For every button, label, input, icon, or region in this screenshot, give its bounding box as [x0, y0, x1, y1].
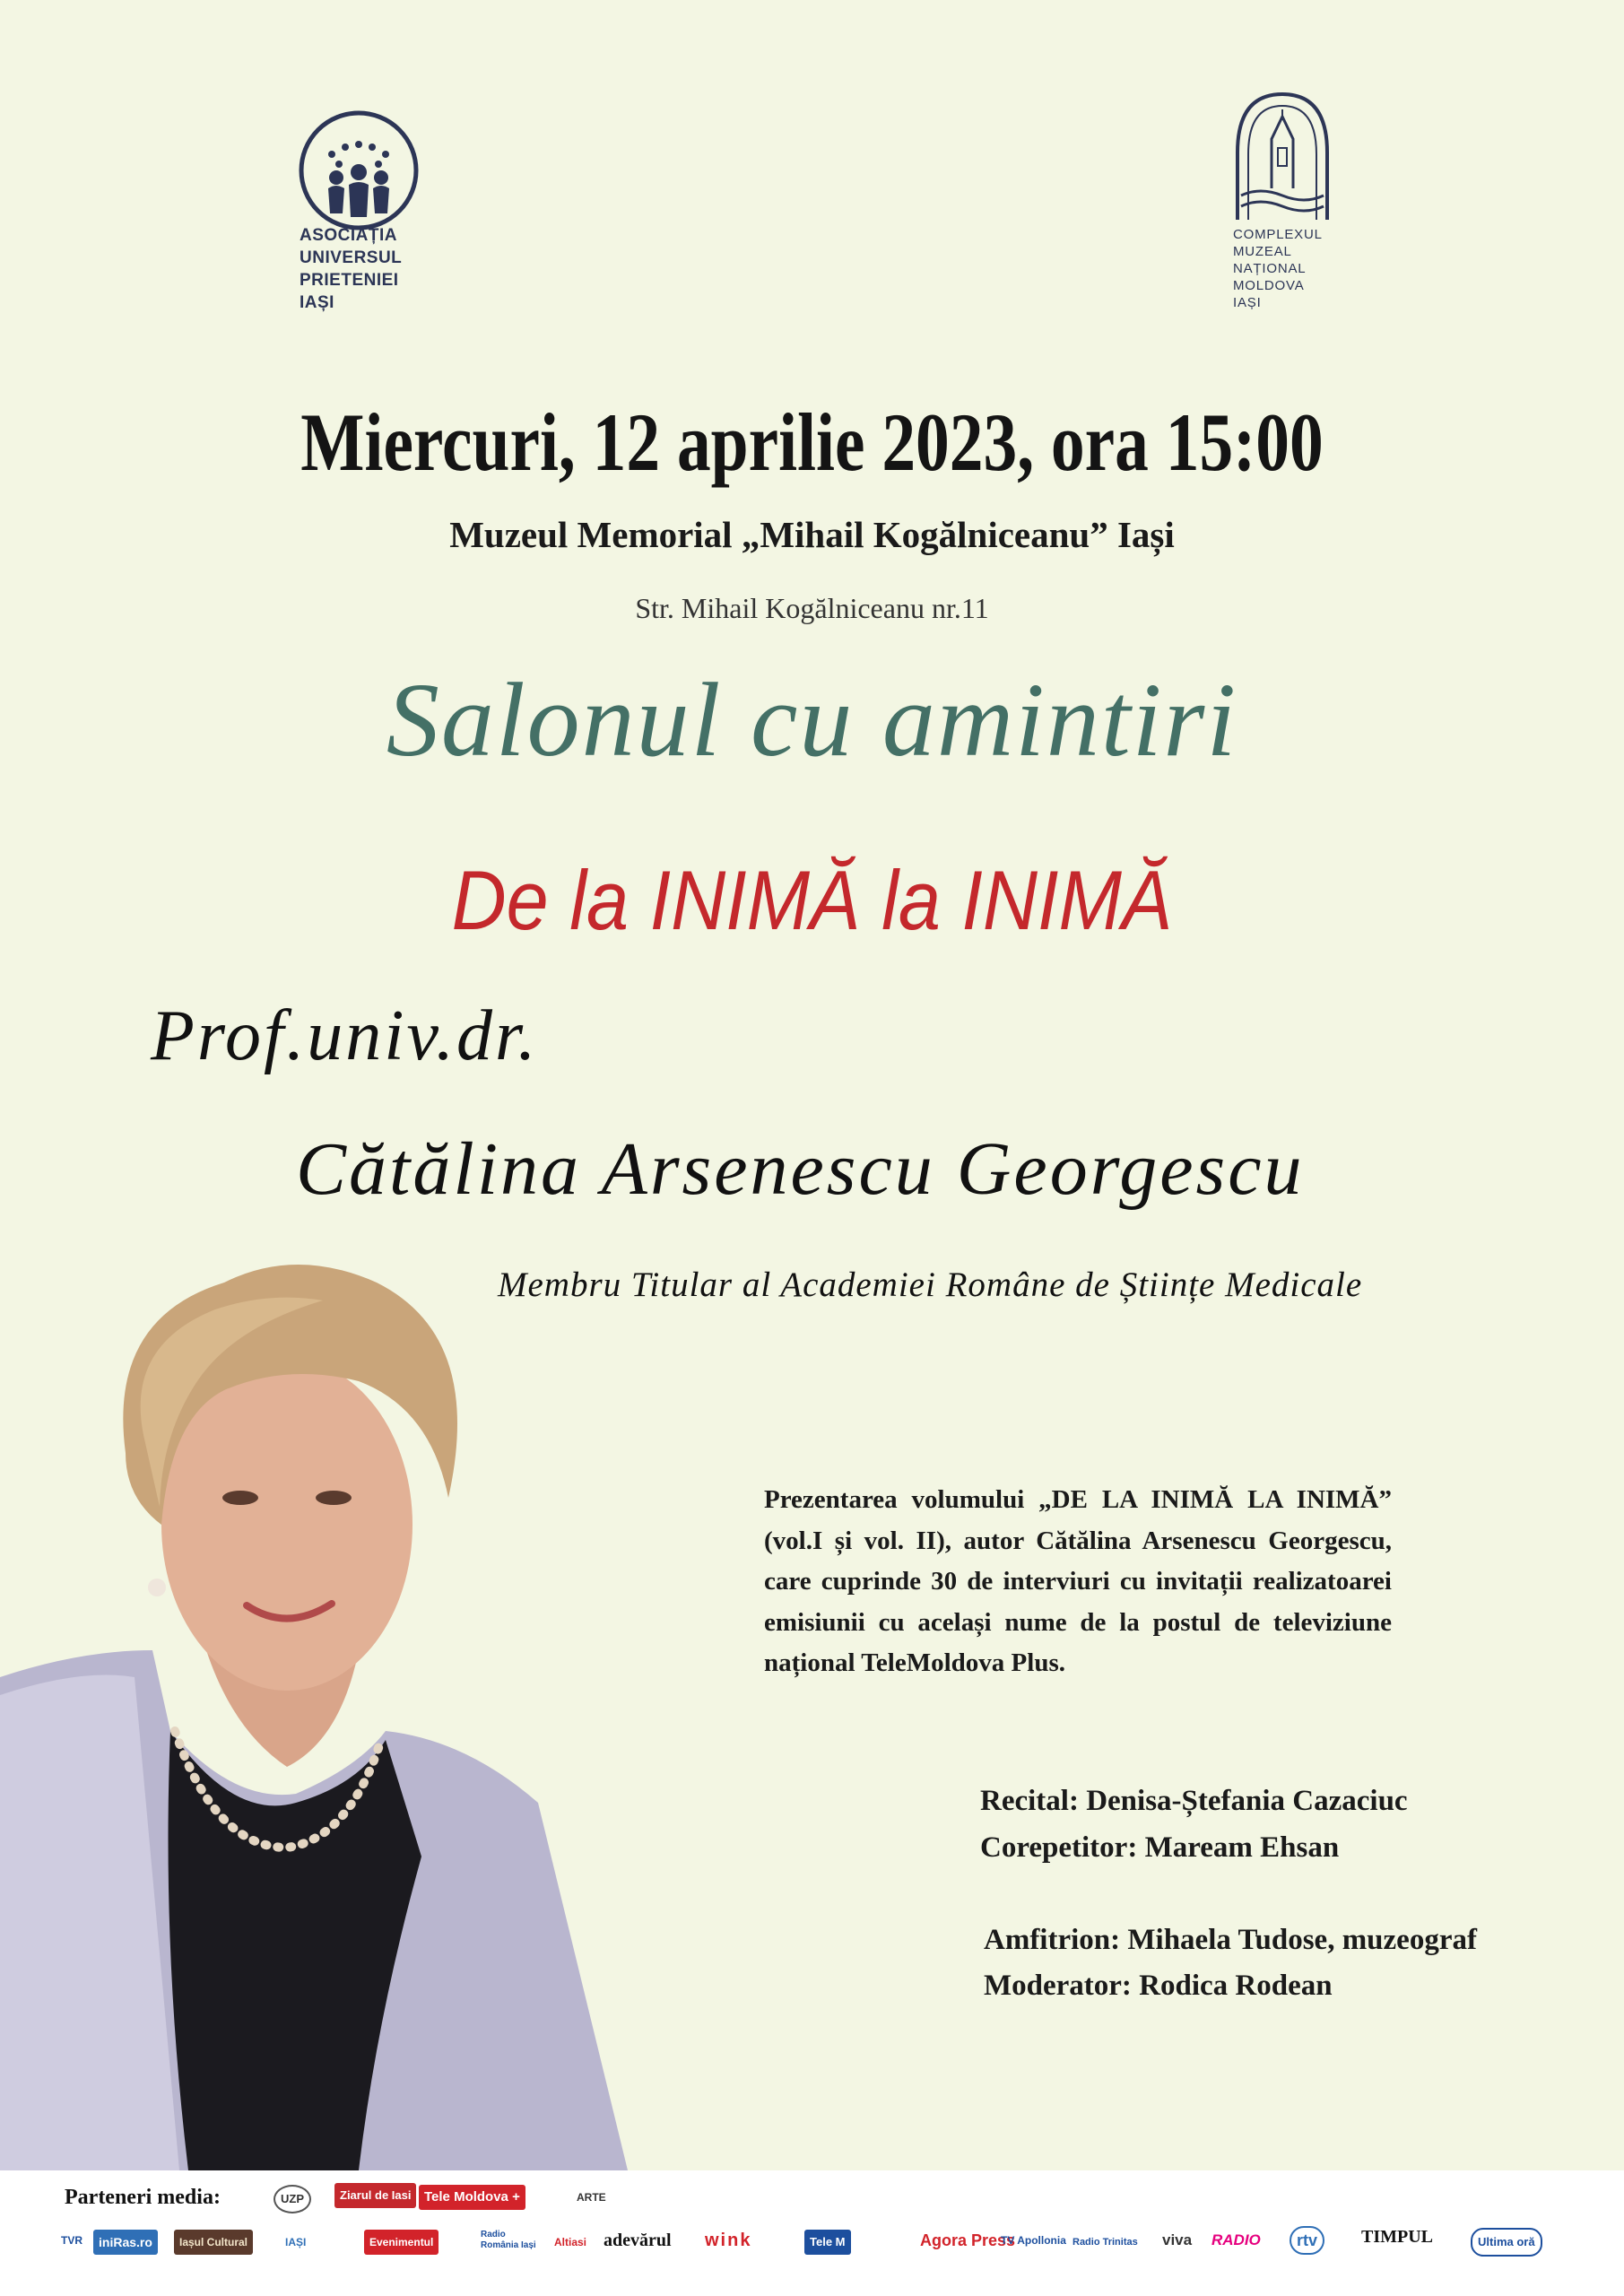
partner-logo: RADIO	[1211, 2231, 1261, 2248]
partner-logo: Ziarul de Iasi	[334, 2183, 416, 2208]
author-portrait	[0, 1229, 664, 2170]
author-name: Cătălina Arsenescu Georgescu	[296, 1127, 1305, 1211]
partner-logo: Tele M	[804, 2230, 851, 2255]
partner-logo: IAȘI	[285, 2236, 307, 2248]
author-affiliation: Membru Titular al Academiei Române de Științe Medicale	[498, 1265, 1363, 1304]
partner-logo: UZP	[274, 2185, 311, 2213]
association-name-line: PRIETENIEI	[300, 271, 399, 290]
association-name-line: ASOCIAȚIA	[300, 226, 397, 245]
corepetitor-credit: Corepetitor: Maream Ehsan	[980, 1831, 1340, 1864]
author-academic-title: Prof.univ.dr.	[151, 996, 539, 1075]
host-credit: Amfitrion: Mihaela Tudose, muzeograf	[984, 1924, 1477, 1956]
series-title: Salonul cu amintiri	[386, 661, 1238, 778]
museum-complex-name-line: MUZEAL	[1233, 244, 1292, 259]
partner-logo: Agora Press	[920, 2231, 1016, 2249]
event-address: Str. Mihail Kogălniceanu nr.11	[635, 592, 989, 624]
association-name	[300, 224, 402, 314]
partner-logo: Ultima oră	[1471, 2228, 1542, 2257]
book-title: De la INIMĂ la INIMĂ	[451, 853, 1173, 947]
church-arch-logo-icon	[1229, 90, 1336, 224]
partner-logo: ARTE	[577, 2191, 606, 2204]
partner-logo: Altiasi	[554, 2236, 587, 2248]
partner-logo: rtv	[1290, 2226, 1324, 2255]
museum-complex-name	[1233, 226, 1323, 311]
partner-logo: TV Apollonia	[1001, 2234, 1066, 2247]
event-venue: Muzeul Memorial „Mihail Kogălniceanu” Iași	[449, 514, 1175, 555]
partner-logo: viva	[1162, 2231, 1193, 2248]
moderator-credit: Moderator: Rodica Rodean	[984, 1970, 1333, 2002]
museum-complex-name-line: IAȘI	[1233, 295, 1262, 310]
people-stars-logo-icon	[296, 108, 421, 233]
partner-logo: Radio România Iași	[481, 2230, 536, 2250]
partner-logo: Tele Moldova +	[419, 2185, 525, 2210]
partner-logo: TIMPUL	[1361, 2227, 1433, 2247]
media-partners-label: Parteneri media:	[65, 2186, 221, 2209]
association-name-line: UNIVERSUL	[300, 248, 403, 267]
partner-logo: iniRas.ro	[93, 2230, 158, 2255]
association-name-line: IAȘI	[300, 293, 334, 312]
recital-credit: Recital: Denisa-Ștefania Cazaciuc	[980, 1785, 1408, 1817]
partner-logo: TVR	[61, 2234, 83, 2247]
association-logo	[296, 108, 421, 233]
book-presentation-description: Prezentarea volumului „DE LA INIMĂ LA INIMĂ” (vol.I și vol. II), autor Cătălina Arsenescu Georgescu, care cuprinde 30 de interviuri cu invitații realizatoarei emisiunii cu același nume de la postul de televiziune național TeleMoldova Plus.	[764, 1485, 1392, 1677]
partner-logo: Evenimentul	[364, 2230, 439, 2255]
partner-logo: wink	[705, 2231, 752, 2250]
museum-complex-name-line: NAȚIONAL	[1233, 261, 1307, 276]
museum-complex-name-line: MOLDOVA	[1233, 278, 1305, 293]
partner-logo: Iașul Cultural	[174, 2230, 253, 2255]
museum-complex-name-line: COMPLEXUL	[1233, 227, 1323, 242]
event-date-time: Miercuri, 12 aprilie 2023, ora 15:00	[300, 396, 1324, 488]
partner-logo: adevărul	[604, 2231, 672, 2250]
partner-logo: Radio Trinitas	[1073, 2237, 1138, 2248]
museum-complex-logo	[1229, 90, 1336, 224]
